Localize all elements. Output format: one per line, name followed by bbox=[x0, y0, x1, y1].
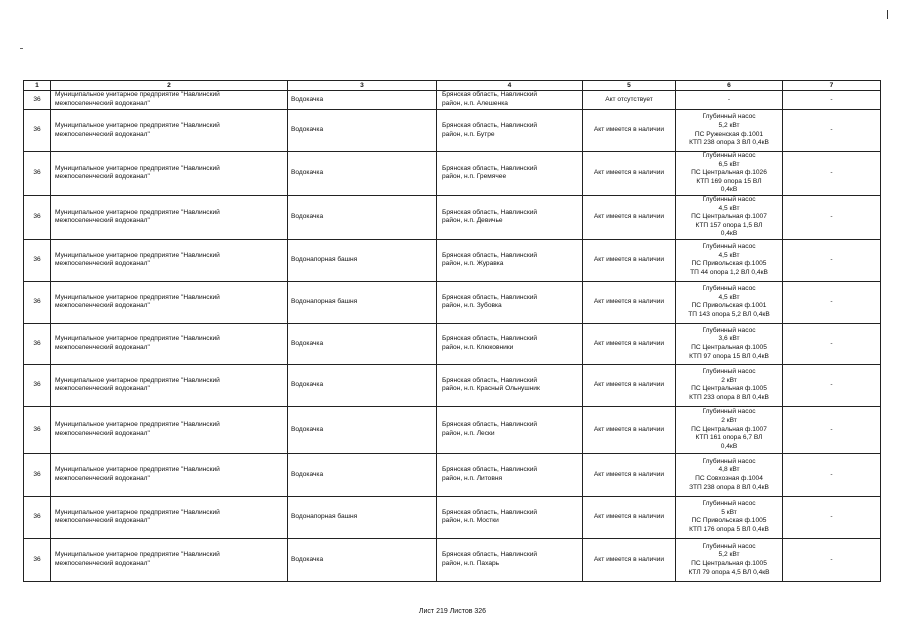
address-line: район, н.п. Бутре bbox=[442, 130, 495, 138]
organization-line: межпоселенческий водоканал" bbox=[55, 429, 150, 437]
page-footer: Лист 219 Листов 326 bbox=[418, 608, 487, 615]
table-row bbox=[24, 364, 881, 406]
equipment-line: КТП 238 опора 3 ВЛ 0,4кВ bbox=[689, 139, 769, 147]
equipment-line: ПС Совхозная ф.1004 bbox=[695, 474, 763, 482]
equipment-cell bbox=[676, 323, 783, 364]
equipment-line: Глубинный насос bbox=[702, 152, 756, 159]
table-row bbox=[24, 281, 881, 323]
table-row bbox=[24, 152, 881, 196]
address-line: Брянская область, Навлинский bbox=[442, 121, 538, 129]
table-row bbox=[24, 406, 881, 453]
organization-line: межпоселенческий водоканал" bbox=[55, 385, 150, 393]
organization-cell bbox=[51, 406, 288, 453]
address-cell bbox=[437, 195, 583, 239]
equipment-line: ЗТП 238 опора 8 ВЛ 0,4кВ bbox=[689, 483, 769, 491]
address-line: район, н.п. Гремячее bbox=[442, 173, 507, 181]
equipment-line: ТП 44 опора 1,2 ВЛ 0,4кВ bbox=[690, 269, 768, 277]
header-col-7: 7 bbox=[783, 81, 881, 91]
header-col-6: 6 bbox=[676, 81, 783, 91]
note-cell: - bbox=[783, 453, 881, 496]
address-cell bbox=[437, 453, 583, 496]
equipment-line: 2 кВт bbox=[721, 376, 737, 384]
header-row bbox=[24, 81, 881, 91]
organization-line: Муниципальное унитарное предприятие "Навлинский bbox=[55, 164, 220, 172]
equipment-line: 4,8 кВт bbox=[718, 466, 740, 474]
equipment-line: ПС Центральная ф.1026 bbox=[691, 169, 767, 177]
organization-cell bbox=[51, 110, 288, 152]
organization-line: Муниципальное унитарное предприятие "Навлинский bbox=[55, 208, 220, 216]
equipment-cell bbox=[676, 91, 783, 110]
organization-line: межпоселенческий водоканал" bbox=[55, 517, 150, 525]
organization-cell bbox=[51, 152, 288, 196]
organization-line: межпоселенческий водоканал" bbox=[55, 559, 150, 567]
row-number-cell: 36 bbox=[24, 453, 51, 496]
note-cell: - bbox=[783, 496, 881, 538]
table-row bbox=[24, 239, 881, 281]
address-line: район, н.п. Девичье bbox=[442, 217, 503, 225]
object-cell: Водонапорная башня bbox=[288, 496, 437, 538]
equipment-line: ПС Привольская ф.1005 bbox=[691, 260, 767, 268]
organization-line: Муниципальное унитарное предприятие "Навлинский bbox=[55, 91, 220, 99]
organization-cell bbox=[51, 453, 288, 496]
header-col-2: 2 bbox=[51, 81, 288, 91]
edge-mark bbox=[887, 10, 888, 19]
address-cell bbox=[437, 496, 583, 538]
equipment-line: Глубинный насос bbox=[702, 457, 756, 465]
equipment-line: 5,2 кВт bbox=[718, 121, 740, 129]
equipment-line: Глубинный насос bbox=[702, 368, 756, 376]
organization-cell bbox=[51, 538, 288, 581]
object-cell: Водокачка bbox=[288, 195, 437, 239]
equipment-line: 0,4кВ bbox=[720, 442, 738, 450]
equipment-line: ТП 143 опора 5,2 ВЛ 0,4кВ bbox=[688, 311, 770, 319]
object-cell: Водокачка bbox=[288, 152, 437, 196]
row-number-cell: 36 bbox=[24, 195, 51, 239]
row-number-cell: 36 bbox=[24, 323, 51, 364]
address-line: Брянская область, Навлинский bbox=[442, 421, 538, 429]
equipment-line: 4,5 кВт bbox=[718, 251, 740, 259]
note-cell: - bbox=[783, 364, 881, 406]
organization-line: Муниципальное унитарное предприятие "Навлинский bbox=[55, 293, 220, 301]
header-col-5: 5 bbox=[583, 81, 676, 91]
address-line: Брянская область, Навлинский bbox=[442, 466, 538, 474]
address-cell bbox=[437, 538, 583, 581]
organization-line: межпоселенческий водоканал" bbox=[55, 260, 150, 268]
organization-cell bbox=[51, 239, 288, 281]
organization-line: межпоселенческий водоканал" bbox=[55, 130, 150, 138]
equipment-line: ПС Руженская ф.1001 bbox=[694, 130, 764, 138]
organization-line: Муниципальное унитарное предприятие "Навлинский bbox=[55, 551, 220, 559]
equipment-line: КТП 169 опора 15 ВЛ bbox=[696, 177, 762, 185]
row-number-cell: 36 bbox=[24, 239, 51, 281]
act-status-cell: Акт имеется в наличии bbox=[583, 453, 676, 496]
equipment-cell bbox=[676, 364, 783, 406]
organization-cell bbox=[51, 323, 288, 364]
address-line: Брянская область, Навлинский bbox=[442, 208, 538, 216]
equipment-cell bbox=[676, 538, 783, 581]
equipment-line: 5 кВт bbox=[721, 508, 737, 516]
equipment-line: ПС Центральная ф.1007 bbox=[691, 213, 767, 221]
address-line: Брянская область, Навлинский bbox=[442, 91, 538, 99]
equipment-line: КТП 161 опора 6,7 ВЛ bbox=[695, 434, 763, 442]
object-cell: Водокачка bbox=[288, 110, 437, 152]
address-line: район, н.п. Зубовка bbox=[442, 302, 502, 310]
object-cell: Водокачка bbox=[288, 453, 437, 496]
address-cell bbox=[437, 406, 583, 453]
row-number-cell: 36 bbox=[24, 91, 51, 110]
equipment-line: ПС Центральная ф.1005 bbox=[691, 385, 767, 393]
object-cell: Водонапорная башня bbox=[288, 281, 437, 323]
address-cell bbox=[437, 364, 583, 406]
note-cell: - bbox=[783, 323, 881, 364]
act-status-cell: Акт имеется в наличии bbox=[583, 281, 676, 323]
row-number-cell: 36 bbox=[24, 152, 51, 196]
address-line: Брянская область, Навлинский bbox=[442, 508, 538, 516]
equipment-line: 3,6 кВт bbox=[718, 335, 740, 343]
row-number-cell: 36 bbox=[24, 496, 51, 538]
organization-line: межпоселенческий водоканал" bbox=[55, 217, 150, 225]
organization-cell bbox=[51, 91, 288, 110]
act-status-cell: Акт имеется в наличии bbox=[583, 239, 676, 281]
equipment-line: Глубинный насос bbox=[702, 195, 756, 203]
equipment-line: Глубинный насос bbox=[702, 113, 756, 121]
equipment-line: 4,5 кВт bbox=[718, 204, 740, 212]
address-cell bbox=[437, 110, 583, 152]
equipment-line: ПС Привольская ф.1005 bbox=[691, 517, 767, 525]
equipment-line: Глубинный насос bbox=[702, 542, 756, 550]
equipment-line: ПС Центральная ф.1005 bbox=[691, 559, 767, 567]
note-cell: - bbox=[783, 110, 881, 152]
address-line: Брянская область, Навлинский bbox=[442, 376, 538, 384]
address-cell bbox=[437, 323, 583, 364]
table-row bbox=[24, 110, 881, 152]
equipment-cell bbox=[676, 406, 783, 453]
equipment-line: Глубинный насос bbox=[702, 243, 756, 251]
act-status-cell: Акт имеется в наличии bbox=[583, 323, 676, 364]
address-cell bbox=[437, 91, 583, 110]
organization-line: Муниципальное унитарное предприятие "Навлинский bbox=[55, 421, 220, 429]
act-status-cell: Акт имеется в наличии bbox=[583, 496, 676, 538]
act-status-cell: Акт отсутствует bbox=[583, 91, 676, 110]
act-status-cell: Акт имеется в наличии bbox=[583, 195, 676, 239]
organization-line: Муниципальное унитарное предприятие "Навлинский bbox=[55, 335, 220, 343]
address-line: Брянская область, Навлинский bbox=[442, 251, 538, 259]
organization-line: межпоселенческий водоканал" bbox=[55, 100, 150, 107]
act-status-cell: Акт имеется в наличии bbox=[583, 406, 676, 453]
address-line: Брянская область, Навлинский bbox=[442, 293, 538, 301]
address-line: Брянская область, Навлинский bbox=[442, 551, 538, 559]
equipment-cell bbox=[676, 239, 783, 281]
organization-line: межпоселенческий водоканал" bbox=[55, 302, 150, 310]
equipment-cell bbox=[676, 453, 783, 496]
equipment-line: КТП 233 опора 8 ВЛ 0,4кВ bbox=[689, 394, 769, 402]
equipment-cell bbox=[676, 110, 783, 152]
organization-line: межпоселенческий водоканал" bbox=[55, 474, 150, 482]
equipment-cell bbox=[676, 496, 783, 538]
address-line: район, н.п. Журавка bbox=[442, 260, 504, 268]
facilities-table bbox=[23, 80, 881, 582]
object-cell: Водокачка bbox=[288, 323, 437, 364]
table-row bbox=[24, 496, 881, 538]
equipment-line: Глубинный насос bbox=[702, 500, 756, 508]
equipment-line: Глубинный насос bbox=[702, 285, 756, 293]
organization-cell bbox=[51, 496, 288, 538]
row-number-cell: 36 bbox=[24, 110, 51, 152]
equipment-line: КТП 176 опора 5 ВЛ 0,4кВ bbox=[689, 526, 769, 534]
note-cell: - bbox=[783, 195, 881, 239]
equipment-line: 0,4кВ bbox=[720, 230, 738, 238]
equipment-cell bbox=[676, 195, 783, 239]
organization-line: Муниципальное унитарное предприятие "Навлинский bbox=[55, 376, 220, 384]
act-status-cell: Акт имеется в наличии bbox=[583, 110, 676, 152]
equipment-line: ПС Центральная ф.1007 bbox=[691, 425, 767, 433]
address-line: район, н.п. Мостки bbox=[442, 517, 499, 525]
row-number-cell: 36 bbox=[24, 364, 51, 406]
organization-line: Муниципальное унитарное предприятие "Навлинский bbox=[55, 251, 220, 259]
address-line: район, н.п. Клюковники bbox=[442, 343, 514, 351]
equipment-line: КТП 97 опора 15 ВЛ 0,4кВ bbox=[689, 352, 769, 360]
table-row bbox=[24, 538, 881, 581]
note-cell: - bbox=[783, 406, 881, 453]
header-col-3: 3 bbox=[288, 81, 437, 91]
organization-cell bbox=[51, 195, 288, 239]
equipment-line: ПС Привольская ф.1001 bbox=[691, 302, 767, 310]
note-cell: - bbox=[783, 538, 881, 581]
organization-line: Муниципальное унитарное предприятие "Навлинский bbox=[55, 508, 220, 516]
row-number-cell: 36 bbox=[24, 281, 51, 323]
equipment-line: 0,4кВ bbox=[720, 186, 738, 194]
organization-cell bbox=[51, 281, 288, 323]
table-row bbox=[24, 91, 881, 110]
organization-line: межпоселенческий водоканал" bbox=[55, 173, 150, 181]
equipment-line: - bbox=[727, 95, 731, 103]
equipment-line: 2 кВт bbox=[721, 417, 737, 425]
address-cell bbox=[437, 239, 583, 281]
address-line: район, н.п. Литовня bbox=[442, 474, 503, 482]
note-cell: - bbox=[783, 91, 881, 110]
header-col-4: 4 bbox=[437, 81, 583, 91]
equipment-line: Глубинный насос bbox=[702, 408, 756, 416]
address-line: район, н.п. Лески bbox=[442, 429, 495, 437]
object-cell: Водонапорная башня bbox=[288, 239, 437, 281]
organization-line: Муниципальное унитарное предприятие "Навлинский bbox=[55, 121, 220, 129]
address-line: Брянская область, Навлинский bbox=[442, 164, 538, 172]
act-status-cell: Акт имеется в наличии bbox=[583, 152, 676, 196]
header-col-1: 1 bbox=[24, 81, 51, 91]
organization-cell bbox=[51, 364, 288, 406]
act-status-cell: Акт имеется в наличии bbox=[583, 364, 676, 406]
object-cell: Водокачка bbox=[288, 538, 437, 581]
address-line: район, н.п. Алешенка bbox=[442, 100, 508, 107]
note-cell: - bbox=[783, 152, 881, 196]
table-row bbox=[24, 195, 881, 239]
object-cell: Водокачка bbox=[288, 91, 437, 110]
address-line: район, н.п. Пахарь bbox=[442, 559, 500, 567]
note-cell: - bbox=[783, 281, 881, 323]
address-cell bbox=[437, 281, 583, 323]
object-cell: Водокачка bbox=[288, 406, 437, 453]
address-line: район, н.п. Красный Ольнушник bbox=[442, 385, 540, 393]
equipment-line: КТП 157 опора 1,5 ВЛ bbox=[695, 221, 763, 229]
equipment-line: 6,5 кВт bbox=[718, 160, 740, 168]
equipment-line: Глубинный насос bbox=[702, 326, 756, 334]
organization-line: Муниципальное унитарное предприятие "Навлинский bbox=[55, 466, 220, 474]
act-status-cell: Акт имеется в наличии bbox=[583, 538, 676, 581]
address-line: Брянская область, Навлинский bbox=[442, 335, 538, 343]
stray-dash bbox=[20, 48, 23, 49]
organization-line: межпоселенческий водоканал" bbox=[55, 343, 150, 351]
equipment-line: 4,5 кВт bbox=[718, 293, 740, 301]
note-cell: - bbox=[783, 239, 881, 281]
table-row bbox=[24, 453, 881, 496]
equipment-line: 5,2 кВт bbox=[718, 551, 740, 559]
equipment-line: КТЛ 79 опора 4,5 ВЛ 0,4кВ bbox=[688, 568, 770, 576]
equipment-cell bbox=[676, 281, 783, 323]
row-number-cell: 36 bbox=[24, 538, 51, 581]
object-cell: Водокачка bbox=[288, 364, 437, 406]
address-cell bbox=[437, 152, 583, 196]
table-row bbox=[24, 323, 881, 364]
equipment-line: ПС Центральная ф.1005 bbox=[691, 343, 767, 351]
equipment-cell bbox=[676, 152, 783, 196]
table-body bbox=[24, 91, 881, 582]
row-number-cell: 36 bbox=[24, 406, 51, 453]
